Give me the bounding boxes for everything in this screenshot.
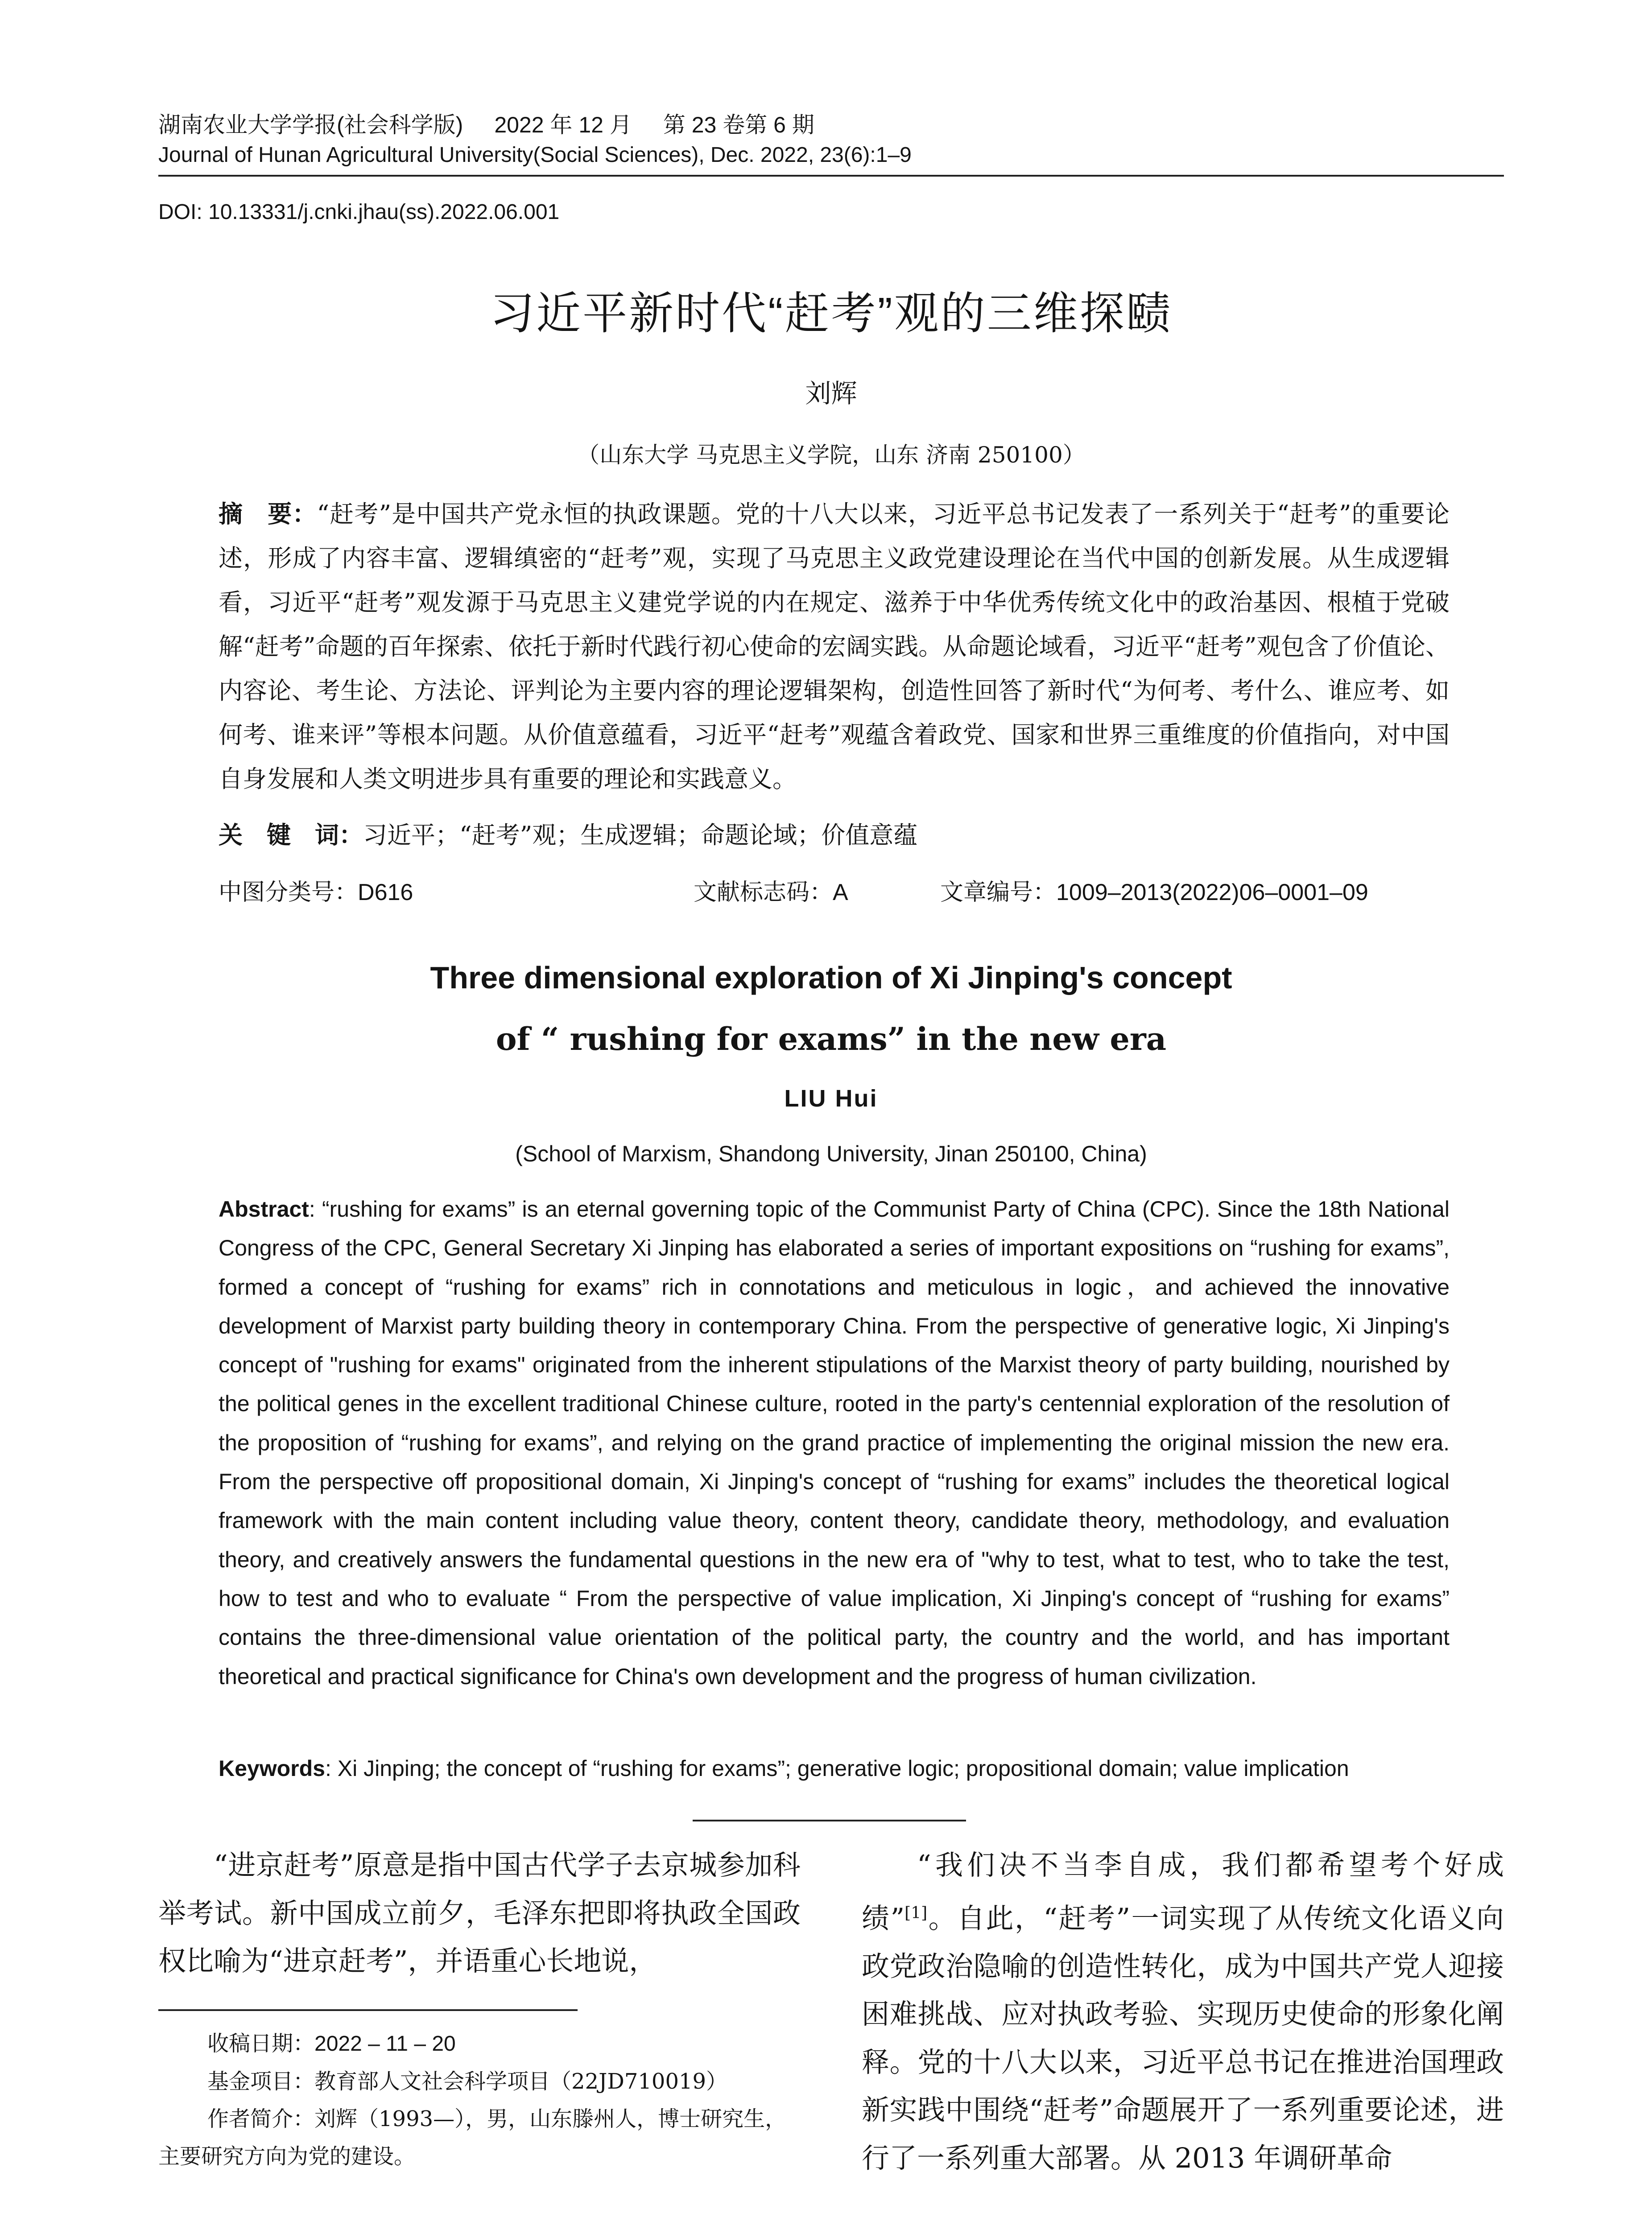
bio-label: 作者简介： [207,2106,315,2131]
article-no-label: 文章编号： [940,880,1057,905]
keywords-en [219,1755,1450,1781]
article-no-value: 1009–2013(2022)06–0001–09 [1056,880,1368,905]
affiliation-cn: （山东大学 马克思主义学院，山东 济南 250100） [577,442,1085,468]
abstract-text-en: : “rushing for exams” is an eternal governing topic of the Communist Party of China (CPC). Since the 18th National Congress of the CPC, General Secretary Xi Jinping has elaborated a series of important expositions on “rushing for exams”, formed a concept of “rushing for exams” rich in connotations and meticulous in logic，and achieved the innovative development of Marxist party building theory in contemporary China. From the perspective of generative logic, Xi Jinping's concept of "rushing for exams" originated from the inherent stipulations of the Marxist theory of party building, nourished by the political genes in the excellent traditional Chinese culture, rooted in the party's centennial exploration of the resolution of the proposition of “rushing for exams”, and relying on the grand practice of implementing the original mission the new era. From the perspective off propositional domain, Xi Jinping's concept of “rushing for exams” includes the theoretical logical framework with the main content including value theory, content theory, candidate theory, methodology, and evaluation theory, and creatively answers the fundamental questions in the new era of "why to test, what to test, who to take the test, how to test and who to evaluate “ From the perspective of value implication, Xi Jinping's concept of “rushing for exams” contains the three-dimensional value orientation of the political party, the country and the world, and has important theoretical and practical significance for China's own development and the progress of human civilization. [219,1197,1450,1689]
fund-value: 教育部人文社会科学项目（22JD710019） [314,2069,728,2094]
keywords-label-cn: 关 键 词： [219,821,363,849]
article-title-en-line2: of “ rushing for exams” in the new era [496,1020,1167,1057]
journal-name-cn: 湖南农业大学学报(社会科学版) [158,112,463,137]
received-value: 2022 – 11 – 20 [314,2032,456,2056]
article-title-cn: 习近平新时代“赶考”观的三维探赜 [490,289,1173,339]
quote-text: “我们决不当李自成，我们都希望考个好成绩” [862,1849,1504,1935]
journal-header-en: Journal of Hunan Agricultural University(Social Sciences), Dec. 2022, 23(6):1–9 [158,143,912,167]
keywords-cn [219,816,1450,851]
fund-label: 基金项目： [207,2069,315,2094]
issue-date-cn: 2022 年 12 月 [494,112,632,137]
doc-code-value: A [833,880,848,905]
body-paragraph-continued [862,1841,1504,2182]
clc-value: D616 [358,880,413,905]
keywords-text-en: : Xi Jinping; the concept of “rushing for exams”; generative logic; propositional domain; value implication [325,1756,1349,1781]
header-divider [158,175,1504,177]
footnote-divider [158,2009,578,2011]
doi: DOI: 10.13331/j.cnki.jhau(ss).2022.06.001 [158,200,560,224]
footnotes [158,2025,801,2175]
author-bio [158,2100,801,2175]
doc-code-label: 文献标志码： [694,880,833,905]
abstract-text-cn: “赶考”是中国共产党永恒的执政课题。党的十八大以来，习近平总书记发表了一系列关于“赶考”的重要论述，形成了内容丰富、逻辑缜密的“赶考”观，实现了马克思主义政党建设理论在当代中国的创新发展。从生成逻辑看，习近平“赶考”观发源于马克思主义建党学说的内在规定、滋养于中华优秀传统文化中的政治基因、根植于党破解“赶考”命题的百年探索、依托于新时代践行初心使命的宏阔实践。从命题论域看，习近平“赶考”观包含了价值论、内容论、考生论、方法论、评判论为主要内容的理论逻辑架构，创造性回答了新时代“为何考、考什么、谁应考、如何考、谁来评”等根本问题。从价值意蕴看，习近平“赶考”观蕴含着政党、国家和世界三重维度的价值指向，对中国自身发展和人类文明进步具有重要的理论和实践意义。 [219,500,1450,793]
section-divider [693,1820,966,1821]
received-date [158,2025,801,2063]
article-number [940,873,1368,907]
volume-issue-cn: 第 23 卷第 6 期 [663,112,814,137]
keywords-text-cn: 习近平；“赶考”观；生成逻辑；命题论域；价值意蕴 [363,821,918,849]
abstract-cn [219,492,1450,801]
abstract-label-cn: 摘 要： [219,500,317,528]
article-title-en-line1: Three dimensional exploration of Xi Jinping's concept [430,960,1232,995]
received-label: 收稿日期： [207,2031,315,2056]
keywords-label-en: Keywords [219,1756,325,1781]
body-paragraph: “进京赶考”原意是指中国古代学子去京城参加科举考试。新中国成立前夕，毛泽东把即将执政全国政权比喻为“进京赶考”，并语重心长地说， [158,1849,801,1977]
affiliation-en: (School of Marxism, Shandong University, Jinan 250100, China) [515,1141,1147,1166]
document-code [694,873,848,907]
body-column-right [862,1841,1504,2182]
clc-number [219,873,413,907]
author-cn: 刘辉 [805,379,857,408]
abstract-label-en: Abstract [219,1197,309,1222]
bio-value: 刘辉（1993—），男，山东滕州人，博士研究生，主要研究方向为党的建设。 [158,2106,787,2169]
clc-label: 中图分类号： [219,880,358,905]
journal-header-cn [158,107,846,139]
citation-ref[interactable]: [1] [904,1904,928,1922]
fund-project [158,2063,801,2100]
body-column-left [158,1841,801,1985]
abstract-en [219,1190,1450,1696]
body-text: 。自此，“赶考”一词实现了从传统文化语义向政党政治隐喻的创造性转化，成为中国共产党人迎接困难挑战、应对执政考验、实现历史使命的形象化阐释。党的十八大以来，习近平总书记在推进治国理政新实践中围绕“赶考”命题展开了一系列重要论述，进行了一系列重大部署。从 2013 年调研革命 [862,1902,1504,2174]
author-en: LIU Hui [784,1085,878,1112]
